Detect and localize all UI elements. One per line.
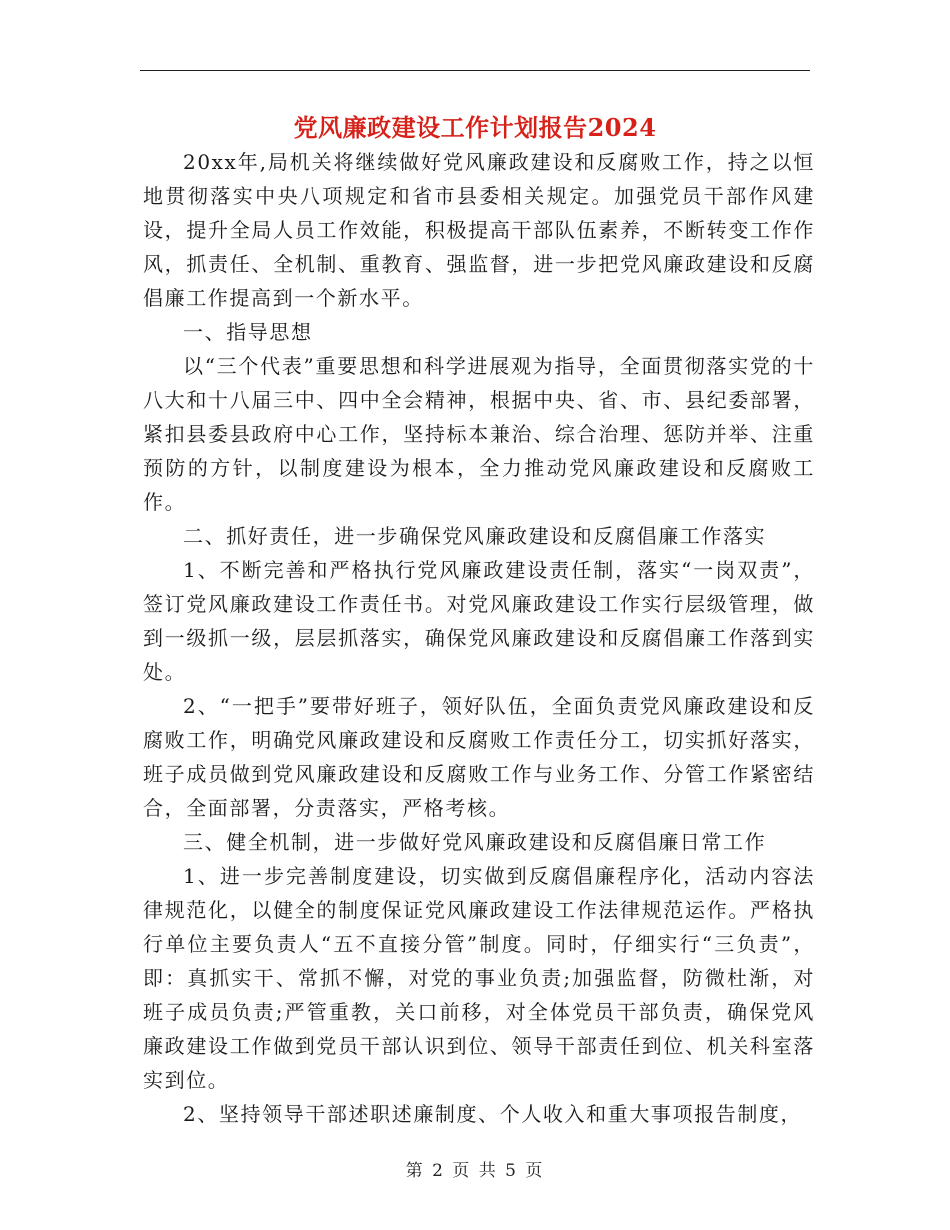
section-heading-1: 一、指导思想	[183, 320, 313, 344]
header-rule	[140, 70, 810, 71]
document-body	[143, 145, 815, 1131]
page-number: 第 2 页 共 5 页	[405, 1161, 545, 1181]
paragraph-3-1: 1、进一步完善制度建设，切实做到反腐倡廉程序化，活动内容法律规范化，以健全的制度保证党风廉政建设工作法律规范运作。严格执行单位主要负责人“五不直接分管”制度。同时，仔细实行“三负责”，即：真抓实干、常抓不懈，对党的事业负责;加强监督，防微杜渐，对班子成员负责;严管重教，关口前移，对全体党员干部负责，确保党风廉政建设工作做到党员干部认识到位、领导干部责任到位、机关科室落实到位。	[143, 864, 815, 1092]
paragraph-3-2: 2、坚持领导干部述职述廉制度、个人收入和重大事项报告制度，	[183, 1102, 803, 1126]
paragraph-2-2: 2、“一把手”要带好班子，领好队伍，全面负责党风廉政建设和反腐败工作，明确党风廉政建设和反腐败工作责任分工，切实抓好落实，班子成员做到党风廉政建设和反腐败工作与业务工作、分管工作紧密结合，全面部署，分责落实，严格考核。	[143, 694, 815, 820]
paragraph-intro: 20xx年,局机关将继续做好党风廉政建设和反腐败工作，持之以恒地贯彻落实中央八项规定和省市县委相关规定。加强党员干部作风建设，提升全局人员工作效能，积极提高干部队伍素养，不断转变工作作风，抓责任、全机制、重教育、强监督，进一步把党风廉政建设和反腐倡廉工作提高到一个新水平。	[143, 150, 815, 310]
paragraph-guiding-thought: 以“三个代表”重要思想和科学进展观为指导，全面贯彻落实党的十八大和十八届三中、四中全会精神，根据中央、省、市、县纪委部署，紧扣县委县政府中心工作，坚持标本兼治、综合治理、惩防并举、注重预防的方针，以制度建设为根本，全力推动党风廉政建设和反腐败工作。	[143, 354, 815, 514]
paragraph-2-1: 1、不断完善和严格执行党风廉政建设责任制，落实“一岗双责”，签订党风廉政建设工作责任书。对党风廉政建设工作实行层级管理，做到一级抓一级，层层抓落实，确保党风廉政建设和反腐倡廉工作落到实处。	[143, 558, 815, 684]
section-heading-2: 二、抓好责任，进一步确保党风廉政建设和反腐倡廉工作落实	[183, 524, 767, 548]
section-heading-3: 三、健全机制，进一步做好党风廉政建设和反腐倡廉日常工作	[183, 830, 767, 854]
document-title: 党风廉政建设工作计划报告2024	[293, 113, 657, 142]
